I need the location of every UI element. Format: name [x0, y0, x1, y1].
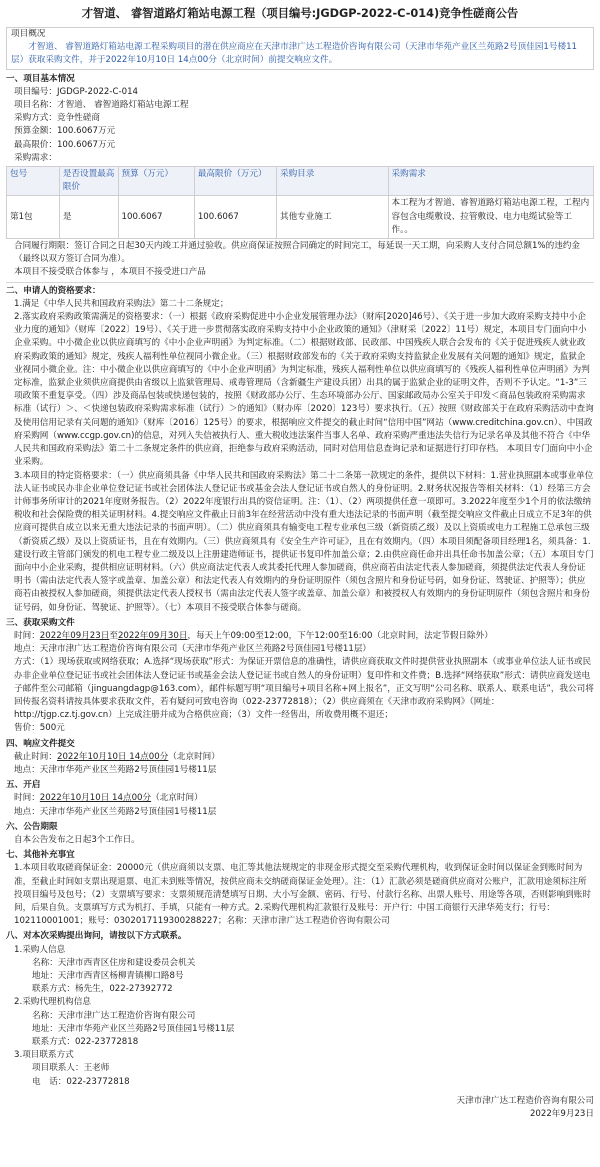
table-header-cell: 最高限价（万元）: [194, 167, 276, 196]
section-5-body: [6, 792, 594, 818]
purchaser-contact: 联系方式：杨先生，022-27392772: [32, 984, 173, 995]
project-number: 项目编号：JGDGP-2022-C-014: [14, 86, 139, 97]
table-cell: 第1包: [7, 196, 60, 239]
table-header-cell: 预算（万元）: [118, 167, 194, 196]
table-row: [7, 196, 594, 239]
table-header-cell: 包号: [7, 167, 60, 196]
section-8-heading: 八、对本次采购提出询问，请按以下方式联系。: [6, 931, 187, 942]
signature-org: 天津市津广达工程造价咨询有限公司: [456, 1095, 594, 1106]
table-header-cell: 采购需求: [388, 167, 594, 196]
obtain-time: [14, 630, 594, 643]
project-contact-title: 3.项目联系方式: [14, 1050, 74, 1061]
notice-period: 自本公告发布之日起3个工作日。: [14, 834, 140, 845]
agency-address: 地址：天津市华苑产业区兰苑路2号顶佳园1号楼11层: [32, 1023, 235, 1034]
overview-label: 项目概况: [11, 29, 46, 39]
opening-time-suffix: （北京时间）: [151, 793, 203, 804]
submission-deadline: [14, 751, 594, 764]
purchaser-info-title: 1.采购人信息: [14, 944, 66, 955]
requirement-label: 采购需求：: [14, 152, 57, 163]
other-matters: 1.本项目收取磋商保证金：20000元（供应商须以支票、电汇等其他法规规定的非现金形式提交至采购代理机构，收到保证金时间以保证金到账时间为准，至截止时间如支票出现退票、电汇未到账等情况，按供应商未交纳磋商保证金处理）。注：（1）汇款必须是磋商供应商对公账户，汇款用途须标注所投项目编号及包号；（2）支票填写要求：支票须规范清楚填写日期、大小写金额、密码、行号、付款行名称、出票人账号、用途等各项，否则影响到账时间，后果自负。支票填写方式为机打、手填，只能有一种方式。2.采购代理机构汇款银行及账号：开户行：中国工商银行天津华苑支行；行号：102110001001；账号：0302017119300288227；名称：天津市津广达工程造价咨询有限公司: [14, 863, 591, 927]
section-3-heading: 三、获取采购文件: [6, 617, 75, 628]
section-4-heading: 四、响应文件提交: [6, 738, 75, 749]
table-header-cell: 采购目录: [276, 167, 388, 196]
obtain-start-date: 2022年09月23日: [39, 630, 110, 641]
overview-text: 才智道、 睿智道路灯箱站电源工程采购项目的潜在供应商应在天津市津广达工程造价咨询有限公司（天津市华苑产业区兰苑路2号顶佳园1号楼11层）获取采购文件，并于2022年10月10日 14点00分（北京时间）前提交响应文件。: [11, 42, 578, 66]
section-7-heading: 七、其他补充事宜: [6, 850, 75, 861]
obtain-time-rest: ，每天上午09:00至12:00，下午12:00至16:00（北京时间，法定节假日除外）: [187, 630, 493, 641]
section-6-body: [6, 834, 594, 847]
procurement-method: 采购方式：竞争性磋商: [14, 113, 100, 124]
section-1-body: [6, 86, 594, 165]
obtain-end-date: 2022年09月30日: [117, 630, 188, 641]
project-contact-phone: 电 话：022-23772818: [32, 1076, 130, 1087]
overview-box: [6, 27, 594, 70]
purchaser-address: 地址：天津市西青区杨柳青镇柳口路8号: [32, 971, 184, 982]
obtain-method: 方式：（1）现场获取或网络获取；A.选择“现场获取”形式：为保证开票信息的准确性，请供应商获取文件时提供营业执照副本（或事业单位法人证书或民办非企业单位登记证书或社会团体法人登记证书或基金会法人登记证书或自然人的身份证明）复印件和文件费；B.选择“网络获取”形式：请供应商发送电子邮件至公司邮箱（jinguangdagp@163.com），邮件标题写明“项目编号+项目名称+网上报名”，正文写明“公司名称、联系人、联系电话”，我公司将回传报名资料请按具体要求获取文件，若有疑问可致电咨询（022-23772818）；（2）供应商须在《天津市政府采购网》（网址：http://tjgp.cz.tj.gov.cn）上完成注册并成为合格供应商；（3）文件一经售出，所收费用概不退还；: [14, 657, 594, 721]
opening-time: [14, 792, 594, 805]
max-price: 最高限价：100.6067万元: [14, 139, 116, 150]
section-1-after: [6, 240, 594, 280]
section-6-heading: 六、公告期限: [6, 821, 58, 832]
purchaser-name: 名称：天津市西青区住房和建设委员会机关: [32, 957, 196, 968]
opening-time-label: 时间：: [14, 793, 40, 804]
table-header-cell: 是否设置最高限价: [59, 167, 118, 196]
table-cell: 100.6067: [118, 196, 194, 239]
signature-block: [6, 1095, 594, 1121]
agency-info-title: 2.采购代理机构信息: [14, 997, 91, 1008]
section-1-heading: 一、项目基本情况: [6, 73, 75, 84]
section-7-body: [6, 862, 594, 928]
submission-deadline-suffix: （北京时间）: [168, 751, 220, 762]
submission-deadline-value: 2022年10月10日 14点00分: [56, 751, 169, 762]
section-8-body: [6, 944, 594, 1089]
submission-deadline-label: 截止时间：: [14, 751, 57, 762]
qualification-2: 2.落实政府采购政策需满足的资格要求：（一）根据《政府采购促进中小企业发展管理办法》（财库[2020]46号）、《关于进一步加大政府采购支持中小企业力度的通知》（财库〔2022〕19号）、《关于进一步贯彻落实政府采购支持中小企业政策的通知》（津财采〔2022〕11号）规定，本项目专门面向中小企业采购。中小微企业以供应商填写的《中小企业声明函》为判定标准。（二）根据财政部、民政部、中国残疾人联合会发布的《关于促进残疾人就业政府采购政策的通知》规定，残疾人福利性单位视同小微企业。（三）根据财政部发布的《关于政府采购支持监狱企业发展有关问题的通知》规定，监狱企业视同小微企业。注：中小微企业以供应商填写的《中小企业声明函》为判定标准，残疾人福利性单位以供应商填写的《残疾人福利性单位声明函》为判定标准，监狱企业须供应商提供由省级以上监狱管理局、戒毒管理局（含新疆生产建设兵团）出具的属于监狱企业的证明文件，否则不予认定。“1-3”三项政策不重复享受。（四）涉及商品包装或快递包装的，按照《财政部办公厅、生态环境部办公厅、国家邮政局办公室关于印发＜商品包装政府采购需求标准（试行）＞、＜快递包装政府采购需求标准（试行）＞的通知》（财办库〔2020〕123号）要求执行。（五）按照《财政部关于在政府采购活动中查询及使用信用记录有关问题的通知》（财库〔2016〕125号）的要求，根据响应文件提交的截止时间“信用中国”网站（www.creditchina.gov.cn）、中国政府采购网（www.ccgp.gov.cn)的信息，对列入失信被执行人、重大税收违法案件当事人名单、政府采购严重违法失信行为记录名单及其他不符合《中华人民共和国政府采购法》第二十二条规定条件的供应商，拒绝参与政府采购活动，同时对信用信息查询记录和证据进行打印存档。 本项目专门面向中小企业采购。: [14, 312, 594, 468]
table-cell: 本工程为才智道、睿智道路灯箱站电源工程，工程内容包含电缆敷设、拉管敷设、电力电缆试验等工作。。: [388, 196, 594, 239]
obtain-time-label: 时间：: [14, 630, 40, 641]
section-4-body: [6, 751, 594, 777]
section-5-heading: 五、开启: [6, 780, 41, 791]
table-cell: 是: [59, 196, 118, 239]
obtain-place: 地点：天津市津广达工程造价咨询有限公司（天津市华苑产业区兰苑路2号顶佳园1号楼11层）: [14, 644, 372, 655]
contract-period: 合同履行期限：签订合同之日起30天内竣工并通过验收。供应商保证按照合同确定的时间完工，每延误一天工期，向采购人支付合同总额1%的违约金（最终以双方签订合同为准）。: [14, 241, 580, 265]
section-2-body: [6, 298, 594, 615]
qualification-3: 3.本项目的特定资格要求：（一）供应商须具备《中华人民共和国政府采购法》第二十二条第一款规定的条件，提供以下材料：1.营业执照副本或事业单位法人证书或民办非企业单位登记证书或社会团体法人登记证书或基金会法人登记证书或自然人的身份证明。2.财务状况报告等相关材料：（1）经第三方会计师事务所审计的2021年度财务报告。（2）2022年度银行出具的资信证明。注：（1）、（2）两项提供任意一项即可。3.2022年度至少1个月的依法缴纳税收和社会保险费的相关证明材料。4.提交响应文件截止日前3年在经营活动中没有重大违法记录的书面声明（截至提交响应文件截止日成立不足3年的供应商可提供自成立以来无重大违法记录的书面声明）。（二）供应商须具有输变电工程专业承包三级（新资质乙级）及以上资质或电力工程施工总承包三级（新资质乙级）及以上资质证书，且在有效期内。（三）供应商须具有《安全生产许可证》，且在有效期内。（四）本项目须配备项目经理1名，须具备：1.建设行政主管部门颁发的机电工程专业二级及以上注册建造师证书，提供证书复印件加盖公章；2.由供应商任命并出具任命书加盖公章；（五）本项目专门面向中小企业采购，提供相应证明材料。（六）供应商法定代表人或其委托代理人参加磋商，供应商若由法定代表人参加磋商，须提供法定代表人身份证明书（需由法定代表人签字或盖章、加盖公章）和法定代表人有效期内的身份证明原件（须包含照片和身份证号码，如身份证、驾驶证、护照等）；供应商若由被授权人参加磋商，须提供法定代表人授权书（需由法定代表人签字或盖章、加盖公章）和被授权人有效期内的身份证明原件（须包含照片和身份证号码，如身份证、驾驶证、护照等）。（七）本项目不接受联合体参与磋商。: [14, 470, 594, 613]
budget-amount: 预算金额：100.6067万元: [14, 126, 116, 137]
submission-place: 地点：天津市华苑产业区兰苑路2号顶佳园1号楼11层: [14, 764, 217, 775]
table-cell: 其他专业施工: [276, 196, 388, 239]
page-title: 才智道、 睿智道路灯箱站电源工程（项目编号:JGDGP-2022-C-014)竞争性磋商公告: [81, 7, 519, 20]
obtain-price: 售价：500元: [14, 723, 65, 734]
agency-contact: 联系方式：022-23772818: [32, 1037, 139, 1048]
opening-time-value: 2022年10月10日 14点00分: [39, 793, 152, 804]
section-3-body: [6, 630, 594, 736]
table-header-row: [7, 167, 594, 196]
qualification-1: 1.满足《中华人民共和国政府采购法》第二十二条规定；: [14, 298, 229, 309]
divider: [6, 282, 594, 283]
section-2-heading: 二、申请人的资格要求：: [6, 285, 101, 296]
project-name: 项目名称：才智道、 睿智道路灯箱站电源工程: [14, 100, 189, 111]
signature-date: 2022年9月23日: [529, 1109, 594, 1120]
table-cell: 100.6067: [194, 196, 276, 239]
opening-place: 地点：天津市华苑产业区兰苑路2号顶佳园1号楼11层: [14, 806, 217, 817]
project-contact-person: 项目联系人：王老师: [32, 1063, 110, 1074]
consortium-note: 本项目不接受联合体参与 ，本项目不接受进口产品: [14, 267, 206, 278]
package-table: [6, 166, 594, 239]
agency-name: 名称：天津市津广达工程造价咨询有限公司: [32, 1010, 196, 1021]
obtain-to: 至: [109, 630, 118, 641]
